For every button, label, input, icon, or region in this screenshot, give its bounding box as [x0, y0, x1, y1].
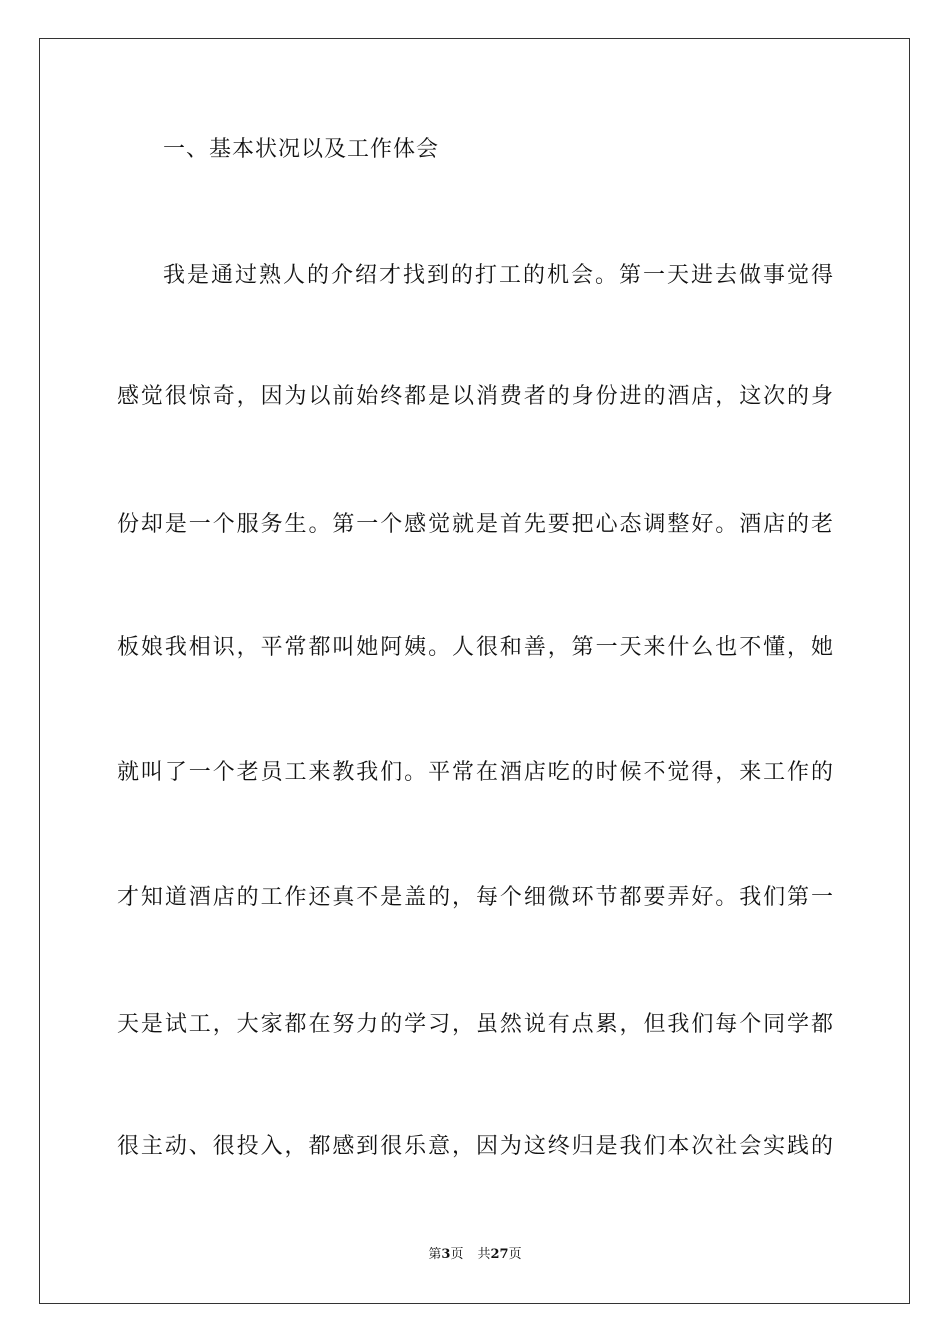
page-footer: [0, 1245, 950, 1265]
paragraph-line: 才知道酒店的工作还真不是盖的，每个细微环节都要弄好。我们第一: [117, 885, 833, 910]
page-number: 3: [441, 1247, 451, 1262]
paragraph-line: 感觉很惊奇，因为以前始终都是以消费者的身份进的酒店，这次的身: [117, 384, 833, 409]
paragraph-line: 我是通过熟人的介绍才找到的打工的机会。第一天进去做事觉得: [163, 263, 833, 288]
total-pages: 27: [490, 1247, 509, 1262]
paragraph-line: 天是试工，大家都在努力的学习，虽然说有点累，但我们每个同学都: [117, 1012, 833, 1037]
page-border: [39, 38, 910, 1304]
paragraph-line: 板娘我相识，平常都叫她阿姨。人很和善，第一天来什么也不懂，她: [117, 635, 833, 660]
total-suffix: 页: [508, 1247, 522, 1262]
page-suffix: 页: [450, 1247, 464, 1262]
paragraph-line: 份却是一个服务生。第一个感觉就是首先要把心态调整好。酒店的老: [117, 512, 833, 537]
paragraph-line: 很主动、很投入，都感到很乐意，因为这终归是我们本次社会实践的: [117, 1134, 833, 1159]
page-prefix: 第: [428, 1247, 442, 1262]
total-prefix: 共: [477, 1247, 491, 1262]
paragraph-line: 就叫了一个老员工来教我们。平常在酒店吃的时候不觉得，来工作的: [117, 760, 833, 785]
section-heading: 一、基本状况以及工作体会: [163, 137, 440, 162]
